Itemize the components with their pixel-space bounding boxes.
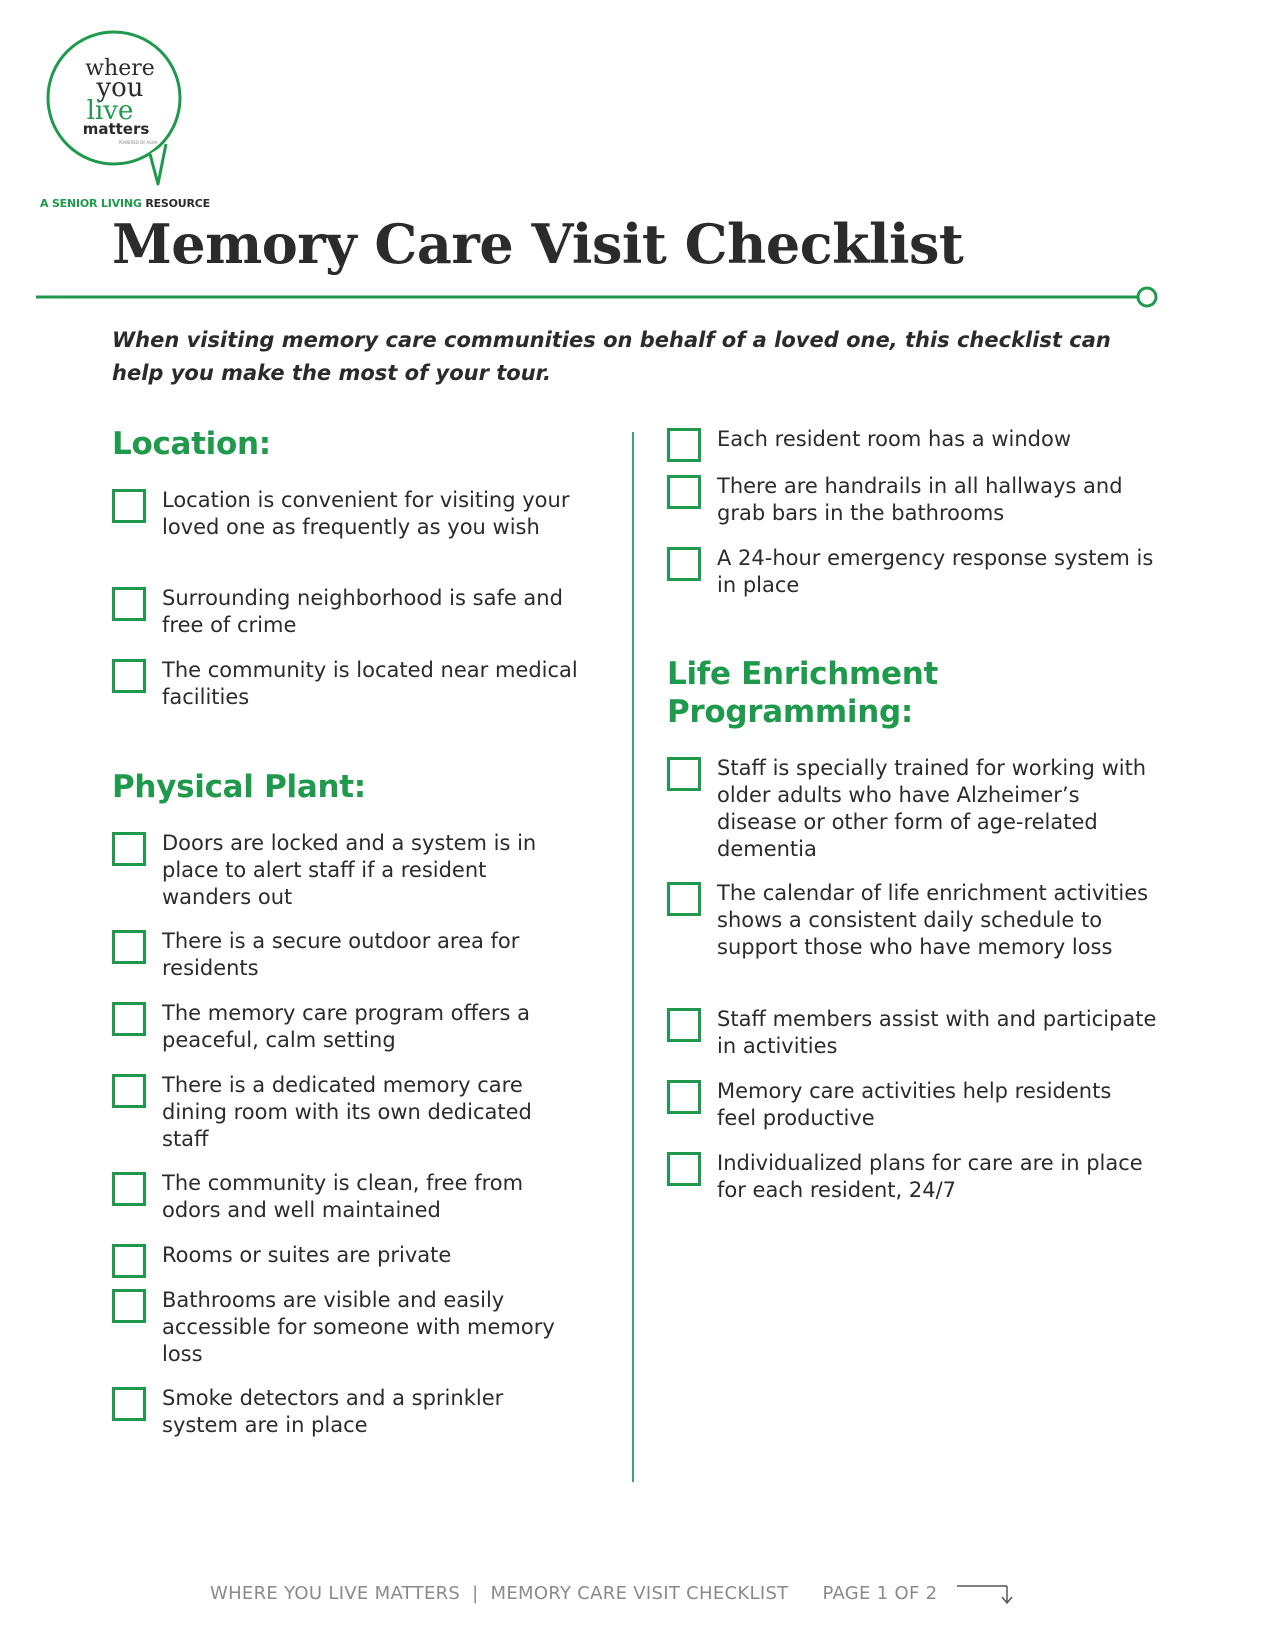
where-you-live-matters-logo <box>38 22 208 212</box>
checklist-item-label: Rooms or suites are private <box>162 1243 452 1267</box>
footer-doc-name: MEMORY CARE VISIT CHECKLIST <box>490 1582 789 1604</box>
checkbox[interactable] <box>667 475 701 509</box>
footer-page-number: PAGE 1 OF 2 <box>822 1582 938 1604</box>
checklist-item-label: The memory care program offers a peaceful, calm setting <box>162 1001 531 1052</box>
logo-tagline <box>40 197 210 210</box>
checklist-item-label: Bathrooms are visible and easily accessible for someone with memory loss <box>162 1288 555 1366</box>
checklist-item-label: There are handrails in all hallways and grab bars in the bathrooms <box>717 474 1123 525</box>
checklist-item <box>112 830 582 911</box>
checkbox[interactable] <box>112 1289 146 1323</box>
checklist-item-label: The community is clean, free from odors and well maintained <box>162 1171 524 1222</box>
logo-tagline-dark: RESOURCE <box>145 197 210 210</box>
footer-separator: | <box>472 1582 479 1604</box>
checklist-item-label: Doors are locked and a system is in place to alert staff if a resident wanders out <box>162 831 537 909</box>
checklist-item-label: A 24-hour emergency response system is in place <box>717 546 1154 597</box>
checklist-item-label: Staff is specially trained for working with older adults who have Alzheimer’s disease or other form of age-related dementia <box>717 756 1147 861</box>
checkbox[interactable] <box>667 428 701 462</box>
page-footer <box>210 1578 1015 1608</box>
checkbox[interactable] <box>112 489 146 523</box>
checkbox[interactable] <box>112 832 146 866</box>
checkbox[interactable] <box>112 587 146 621</box>
checklist-item-label: Smoke detectors and a sprinkler system are in place <box>162 1386 504 1437</box>
checklist-item-label: Individualized plans for care are in place for each resident, 24/7 <box>717 1151 1143 1202</box>
checklist-item-label: Location is convenient for visiting your loved one as frequently as you wish <box>162 488 570 539</box>
checkbox[interactable] <box>112 1172 146 1206</box>
checklist-item <box>112 1385 582 1439</box>
checklist-item <box>667 1078 1157 1132</box>
checkbox[interactable] <box>667 1008 701 1042</box>
checkbox[interactable] <box>667 1152 701 1186</box>
intro-text: When visiting memory care communities on behalf of a loved one, this checklist can help you make the most of your tour. <box>112 328 1111 385</box>
checkbox[interactable] <box>112 659 146 693</box>
checklist-item <box>112 487 582 541</box>
footer-brand: WHERE YOU LIVE MATTERS <box>210 1582 461 1604</box>
logo-powered-by: POWERED BY ASHA <box>118 140 158 145</box>
logo-word-you: you <box>96 73 144 103</box>
checklist-item <box>667 755 1157 863</box>
checklist-item-label: The calendar of life enrichment activities shows a consistent daily schedule to support those who have memory loss <box>717 881 1149 959</box>
logo-word-live: live <box>86 96 134 126</box>
checkbox[interactable] <box>667 547 701 581</box>
checklist-item-label: Each resident room has a window <box>717 427 1072 451</box>
checkbox[interactable] <box>667 1080 701 1114</box>
checklist-item-label: There is a secure outdoor area for residents <box>162 929 520 980</box>
checkbox[interactable] <box>112 1002 146 1036</box>
checklist-item <box>112 1287 582 1368</box>
checklist-item <box>112 928 582 982</box>
next-page-arrow-icon <box>955 1578 1015 1608</box>
column-divider <box>632 432 634 1482</box>
checklist-item-label: Memory care activities help residents feel productive <box>717 1079 1112 1130</box>
checklist-item-label: Staff members assist with and participate in activities <box>717 1007 1157 1058</box>
checkbox[interactable] <box>667 882 701 916</box>
checkbox[interactable] <box>112 1074 146 1108</box>
logo-word-matters: matters <box>82 120 150 138</box>
checklist-item <box>112 585 582 639</box>
checklist-item <box>112 1072 582 1153</box>
section-heading-life-enrichment: Life Enrichment Programming: <box>667 656 939 730</box>
checklist-item-label: There is a dedicated memory care dining room with its own dedicated staff <box>162 1073 532 1151</box>
checklist-item <box>667 880 1157 961</box>
checklist-item <box>667 1006 1157 1060</box>
section-heading-physical-plant: Physical Plant: <box>112 769 366 805</box>
title-rule <box>36 285 1161 309</box>
page-title: Memory Care Visit Checklist <box>112 212 964 276</box>
checklist-item-label: The community is located near medical facilities <box>162 658 578 709</box>
checklist-item <box>667 473 1157 527</box>
checkbox[interactable] <box>112 1387 146 1421</box>
checklist-item <box>112 1242 582 1278</box>
logo-word-where: where <box>85 56 155 81</box>
checklist-item <box>667 1150 1157 1204</box>
checklist-item-label: Surrounding neighborhood is safe and free of crime <box>162 586 563 637</box>
checklist-item <box>667 545 1157 599</box>
checklist-item <box>112 657 582 711</box>
checkbox[interactable] <box>667 757 701 791</box>
checklist-item <box>112 1000 582 1054</box>
checkbox[interactable] <box>112 1244 146 1278</box>
checkbox[interactable] <box>112 930 146 964</box>
checklist-item <box>667 426 1157 462</box>
checklist-item <box>112 1170 582 1224</box>
section-heading-location: Location: <box>112 426 271 462</box>
logo-tagline-green: A SENIOR LIVING <box>40 197 142 210</box>
